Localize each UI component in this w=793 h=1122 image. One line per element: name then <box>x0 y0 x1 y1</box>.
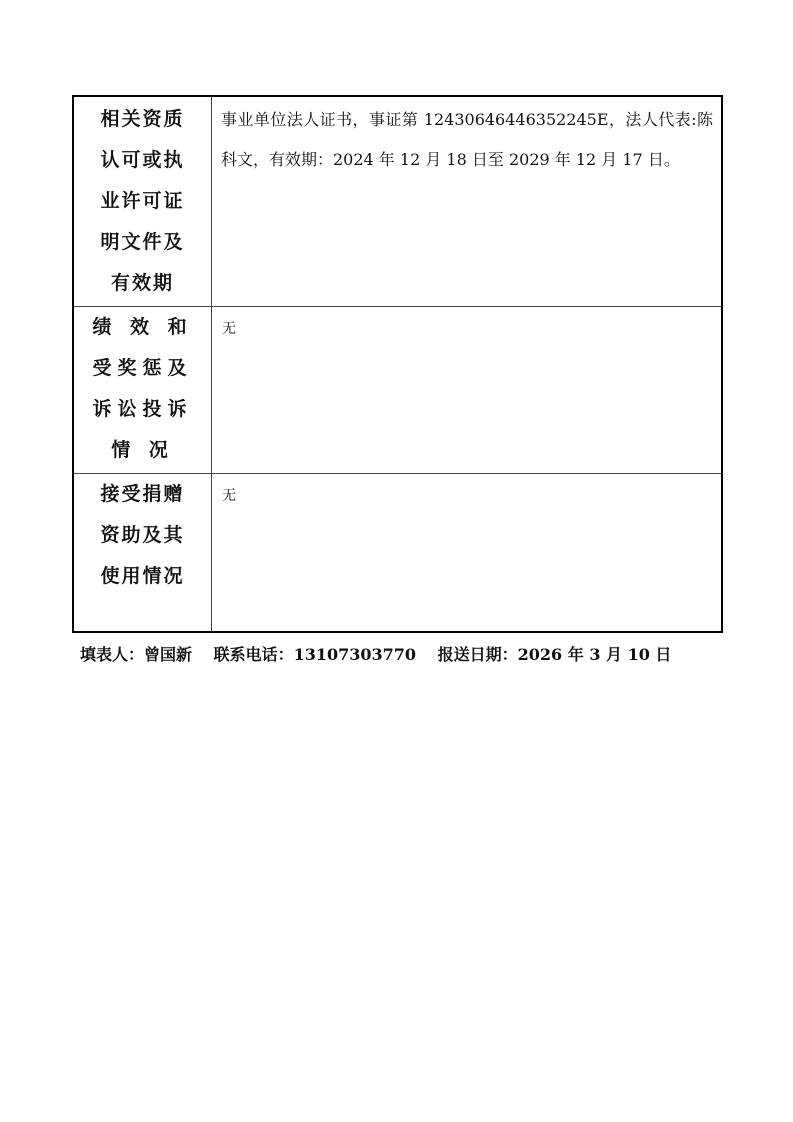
row-label-line: 情 况 <box>111 438 174 461</box>
row-label-line: 接受捐赠 <box>100 482 185 505</box>
performance-label-cell <box>73 306 212 473</box>
row-label-line: 诉讼投诉 <box>92 397 193 420</box>
qualification-content: 事业单位法人证书，事证第 12430646446352245E，法人代表:陈科文，有效期：2024 年 12 月 18 日至 2029 年 12 月 17 日。 <box>212 96 723 306</box>
row-label-line: 明文件及 <box>100 231 185 253</box>
form-footer <box>80 642 687 665</box>
qualification-label-cell <box>73 96 212 306</box>
row-label-line: 有效期 <box>110 272 174 294</box>
row-label-line: 业许可证 <box>100 190 185 212</box>
performance-content: 无 <box>212 306 723 473</box>
row-label-line: 相关资质 <box>100 108 185 130</box>
row-label-line: 受奖惩及 <box>92 356 193 379</box>
contact-phone: 联系电话：13107303770 <box>213 645 417 664</box>
donation-label-cell <box>73 473 212 632</box>
row-label-line: 认可或执 <box>100 149 185 171</box>
row-label-line: 绩 效 和 <box>92 315 193 338</box>
row-label-line: 资助及其 <box>100 523 185 546</box>
report-date: 报送日期：2026 年 3 月 10 日 <box>437 645 672 664</box>
filler-name: 填表人：曾国新 <box>80 645 193 664</box>
report-table <box>72 95 723 633</box>
table-row <box>73 473 722 632</box>
table-row <box>73 306 722 473</box>
row-label-line: 使用情况 <box>100 564 185 587</box>
donation-content: 无 <box>212 473 723 632</box>
table-row <box>73 96 722 306</box>
